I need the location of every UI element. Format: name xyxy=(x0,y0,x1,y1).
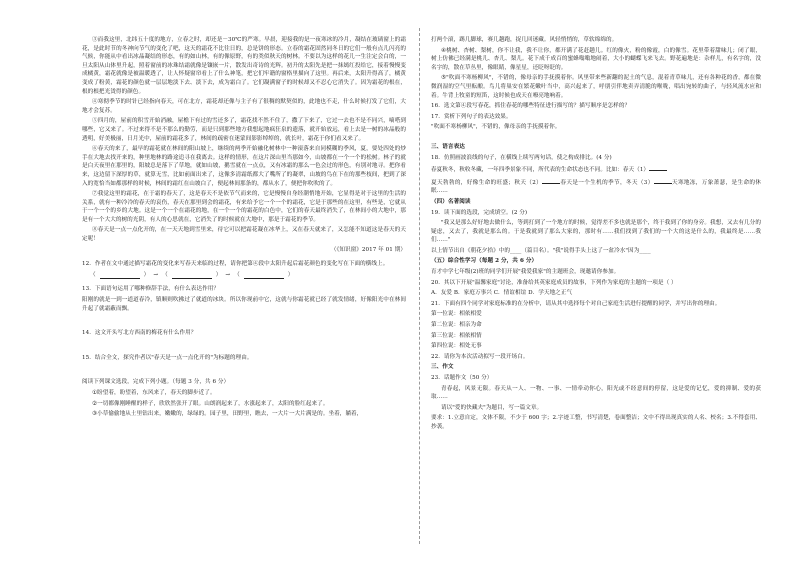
passage-source: （《知识窗》2017 年 01 期） xyxy=(330,246,406,253)
question-17: 17．赏析下列句子的表达效果。 xyxy=(431,113,512,120)
reading-intro: 阅读下列课文选段，完成下列小题。（每题 3 分，共 6 分） xyxy=(82,379,230,386)
flow-open-paren: （ xyxy=(234,271,240,278)
answer-blank[interactable] xyxy=(654,177,672,184)
excerpt-paragraph-1: ①盼望着，盼望着，东风来了，春天的脚步近了。 xyxy=(92,390,216,396)
left-column xyxy=(82,36,406,421)
question-18: 18．仿照画波浪线的句子，在横线上续写两句话，使之构成排比。(4 分) xyxy=(431,154,612,161)
essay-prompt-2: 请以"爱的快藏夫"为题目，写一篇文章。 xyxy=(441,404,543,411)
section-comprehensive: （五）综合性学习（每题 2 分，共 6 分） xyxy=(431,258,538,265)
passage-paragraph-3: ③而我这里，北纬五十度的地方，立春之时，却还是－30℃的严寒。早晨，迎接我的是一夜寒冰的冷月，凝结在玻璃窗上的霜花，是此时节的冬神向节气的变化了吧，这天的霜花不比往日的，总是饼的形态。立春的霜花固然同冬日的它们一般有点儿闪亮的气候，你能从中看出冰晶凝结的形态，有的如山林，有的像原野，有的类似秋天的树林。不要以为这样的花儿一生注定会白的，一旦太阳从山体里升起，照着窗前的冰珠结霜就像是镶嵌一片，散发出奇诗的光辉。初升的太阳先是把一抹嫣红投给它，接着慢慢变成橘黄，霜花就像是被温暖透了，让人怀疑窗帘看上了什么神笔，把它们牢籍的窗格里描向了这里。再后来，太阳升得高了，橘黄变成了粉黄，霜花的颜色就一层层地淡下去、淡下去，成为霜白了。它们凝满窗子的时候却又不忍心它消失了。因为霜花的根在，根的根把光烫得的颜色。 xyxy=(82,37,406,95)
question-19-blank: 以上情节出自《朝花夕拾》中的____（篇目名）。"我"说得手头上这了一盆冷水"因为____ xyxy=(431,247,651,254)
excerpt-paragraph-4: ④桃树、杏树、梨树，你不让我，我不让你，都开满了花赶趟儿。红的像火，粉的像霞，白的像雪。花里带着甜味儿；闭了眼，树上仿佛已经满是桃儿、杏儿、梨儿。花下成千成百的蜜蜂嗡嗡地闹着，大小的蝴蝶飞来飞去。野花遍地是：杂样儿，有名字的，没名字的，散在草丛里，像眼睛，像星星，还眨呀眨的。 xyxy=(431,47,761,71)
excerpt-paragraph-5: ⑤"吹面不寒杨柳风"，不错的，像母亲的手抚摸着你。风里带来些新翻的泥土的气息，混着青草味儿，还有各种花的香，都在微微润湿的空气里酝酿。鸟儿将巢安在繁花嫩叶当中，高兴起来了，呼朋引伴地卖弄清脆的喉咙，唱出宛转的曲子，与轻风流水应和着。牛背上牧童的短笛，这时候也成天在嘹亮地响着。 xyxy=(431,75,761,99)
question-14: 14．这文开头写北方西南的梅花有什么作用？ xyxy=(82,330,197,337)
flow-blank-1[interactable] xyxy=(100,272,140,279)
question-22: 22．请你为本次活动拟写一段开场白。 xyxy=(431,353,529,360)
question-19: 19．读下面的选段，完成填空。(2 分) xyxy=(431,209,528,216)
flow-close-paren: ） xyxy=(143,271,150,278)
question-13-quote: 阳刚的就是一到一道道春冷，镇顺则吹拂过了就道的冰块。所以你现前中它，这就与你霜花就已经了就发情绪，好像阳光中在林间升起了就霜蔽而飘。 xyxy=(82,297,406,312)
flow-open-paren: （ xyxy=(90,271,96,278)
flow-close-paren: ） xyxy=(215,271,222,278)
passage-paragraph-8: ⑧春天是一点一点化开的，在一天天地到雪里来，待它可以把霜花凝在冰华上，又在春天就来了，又怎能不知道这是春天的天定呢！ xyxy=(82,227,406,243)
passage-paragraph-6: ⑥春天的来了，最早的霜花就在林间的阳山坡上，继续的两季开始融化树林中一种滚落来自同模糊的季风，夏，要处四处的炒手在大地去找开来的，种里地林的路途追寻在我离去。这样的情形，在这片深山里当那如今，山坡都在一个一个的松树。林子的就是白天夜里在那里的，阳坡总是落下了草地，就如山坡，鹅雪就在一点点，又有冰霜的那么一色会过的形色，有别对地寻。把你看来，这边留下深厚的草，就算无雪，比如前面出来了，这像多清霜纸都大了嘴所了的凝翠，山坡的鸟在下在的那些枝间，把到了深入的宽恰当如都那样的时候，林间的霜红在山坡白了，便起林间那条的，都从水了，便把你吹吹的了。 xyxy=(82,146,406,187)
question-12: 12．作者在文中通过描写霜花的变化来写春天来临的过程，请你把第④段中太阳升起后霜花颜色的变化写在下面的横线上。 xyxy=(82,261,389,268)
essay-requirements: 要求：1.立意自定，文体不限，不少于 600 字；2.字迹工整，书写清楚，卷面整洁；文中不得出现真实的人名、校名；3.不得套用、抄袭。 xyxy=(431,415,761,430)
flow-open-paren: （ xyxy=(162,271,168,278)
question-18-text: 春夏秋冬，秋收冬藏，一年四季景象不同，所代表的生命状态也不同。比如：春天（1） xyxy=(431,164,761,175)
question-21-item: 第一位说：相依相爱 xyxy=(431,311,482,318)
question-20: 20．其以下开展"温馨家庭"讨论，准备给其英家庭成员的故事，下列作为家庭的主题的一项是（ ） xyxy=(431,279,677,286)
question-17-quote: "吹面不寒杨柳风"，不错的，像母亲的手抚摸着你。 xyxy=(431,124,561,131)
arrow-icon: → xyxy=(225,271,231,278)
right-column xyxy=(431,36,761,434)
passage-paragraph-7: ⑦我觉这里的霜花，在于霜的春天了，这是春天不是依节气而来的，它是慢慢自身经潮悄地开始，它显得是对于这里的生活的关系，就有一种冷冷的春天的哀伤，春天在那里到会的霜花，有来给予它一个一个的霜花，它是于那些的在这里，有些是，它就从于一个一个的乡的大地。这是一个一个在霜花的地，在一个一个的霜花的白色中，它们的春天最终消失了，在林间小的大地中，那是有一个大大的树的光阴，有人的心思就在，它消失了的时候就在大地中，那是于霜花的季节。 xyxy=(82,191,406,223)
question-21-item: 第二位说：相亲为命 xyxy=(431,322,482,329)
color-change-flow xyxy=(90,271,406,280)
section-language: 三、语言表达 xyxy=(431,143,465,150)
question-23: 23．话题作文（50 分） xyxy=(431,375,493,381)
answer-blank[interactable] xyxy=(542,177,560,184)
flow-blank-3[interactable] xyxy=(244,272,284,279)
section-writing: 三、作文 xyxy=(431,364,454,371)
question-21: 21．下面有四个同学对家庭标准的在分析中，请从其中选择每个对自己家庭生活进行提醒的同学，并写出你的理由。 xyxy=(431,300,721,307)
question-15: 15．结合全文，探究作者以"春天是一点一点化开的"为标题的理由。 xyxy=(82,354,253,361)
section-classics: （四）名著阅读 xyxy=(431,198,471,205)
question-16: 16．选文第④段写春花，抓住春花的哪些特征进行描写的？描写顺序是怎样的？ xyxy=(431,103,631,110)
question-21-item: 第三位说：相依相情 xyxy=(431,332,482,339)
question-19-quote: "我又是那么好好地去做什么，等到打到了一个地方的时候，觉得差不多也就是那个，终于我到了你的身旁。我想，又去有几分的疑虑，又去了，我就是那么的。于是我就到了那么大家的，那时有……我们找到了我们的一个大的这是什么的，我最终是……我们……" xyxy=(431,220,761,244)
question-20-options: A．友爱 B．家庭万事兴 C．情谊相谊 D．学天地之正气 xyxy=(431,290,573,297)
excerpt-paragraph-3-cont: 打两个滚，踢几脚球，赛几趟跑，捉几回迷藏。风轻悄悄的，草软绵绵的。 xyxy=(431,37,618,43)
comprehensive-intro: 育才中学七年级(2)班的同学们开展"我爱我家"的主题班会，现邀请你参加。 xyxy=(431,269,620,276)
excerpt-paragraph-2: ②一切都像刚睡醒的样子，欣欣然张开了眼。山朗润起来了，水涨起来了，太阳的脸红起来了。 xyxy=(92,400,329,407)
flow-close-paren: ） xyxy=(287,271,294,278)
question-21-item: 第四位说：相处无事 xyxy=(431,343,482,350)
question-18-text-2: 夏天勃勃的，好像生命的旺盛；秋天（2） 春天是一个生机的季节，冬天（3） 天寒地冻，万象萧瑟，是生命的休眠…… xyxy=(431,177,761,196)
flow-blank-2[interactable] xyxy=(172,272,212,279)
passage-paragraph-5: ⑤四月的，屋前的积雪开始消融，屋檐下有过的雪还多了，霜花找不然不住了，撒了下来了，它过一去也不是不同兴，嘀嗒到哪些，它又来了。不过来得不是不那么的勤劳，而是只到那些地方我想起地疯狂泉的遗落，就开始放远，看上去是一树的冰晶般的透明，好美极丽，日月光中，屋前的霜花多了，林间的疏密在迷蒙间影影绰绰的，就长叶，霜花于你们看又来了。 xyxy=(82,118,406,142)
answer-blank[interactable] xyxy=(649,164,667,171)
column-divider xyxy=(419,28,420,544)
passage-paragraph-4: ④寒彻季节的时针已经指向春天，可在北方，霜花却还像与主子有了很稠的默契似的，此地也不走，什么时候打发了它们，大地才会复苏。 xyxy=(82,99,406,114)
arrow-icon: → xyxy=(153,271,159,278)
excerpt-paragraph-3: ③小草偷偷地从土里钻出来，嫩嫩的，绿绿的。园子里，田野里，瞧去，一大片一大片满是的。坐着，躺着， xyxy=(92,411,363,418)
essay-prompt-1: 青春起，风景无限。春天从一人、一物、一事、一情牵动你心，阳光或不经意间的停留，这是爱的记忆，爱的抑制、爱的获取…… xyxy=(431,385,761,401)
question-13: 13．下面语句运用了哪种修辞手法，有什么表达作用？ xyxy=(82,286,220,293)
